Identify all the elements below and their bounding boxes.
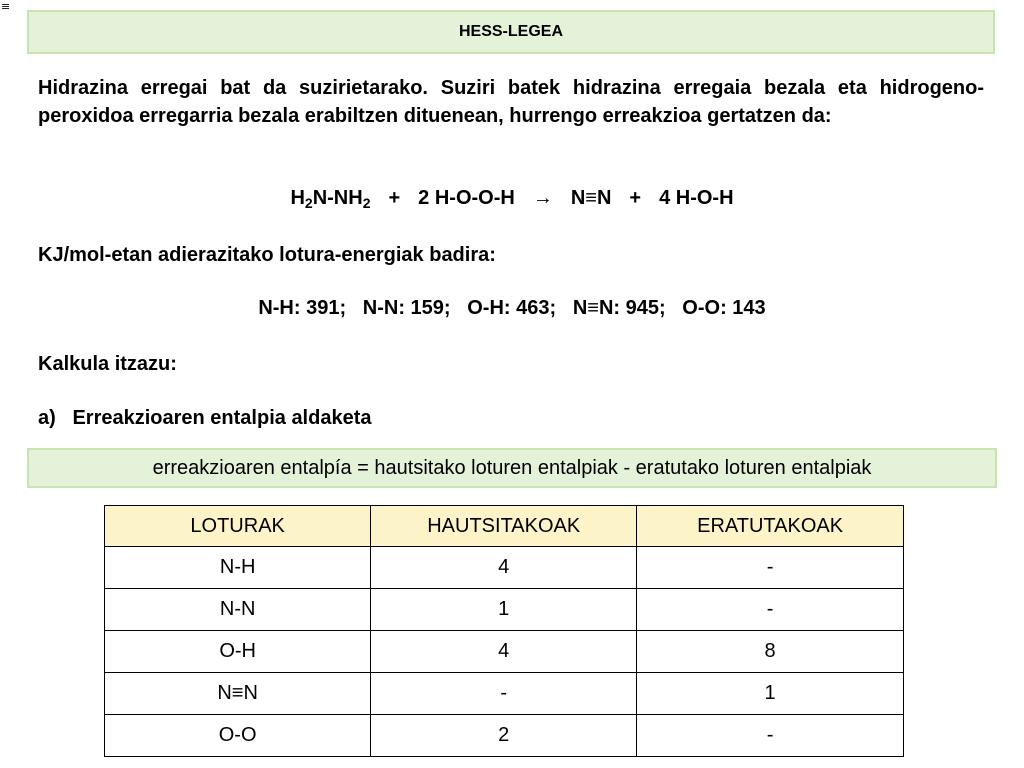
cell-broken: 4 bbox=[371, 547, 637, 589]
cell-broken: 4 bbox=[371, 631, 637, 673]
header-broken: HAUTSITAKOAK bbox=[371, 506, 637, 547]
reactant-hydrazine: $H_2N-NH_2$ bbox=[290, 187, 371, 211]
reactant-peroxide: 2 H-O-O-H bbox=[418, 187, 515, 209]
table-row bbox=[105, 673, 904, 715]
cell-formed: 8 bbox=[637, 631, 904, 673]
bonds-table bbox=[104, 505, 904, 757]
calc-label: Kalkula itzazu: bbox=[38, 353, 177, 375]
bond-energies: N-H: 391; N-N: 159; O-H: 463; N≡N: 945; O-O: 143 bbox=[258, 297, 766, 319]
cell-formed: - bbox=[637, 715, 904, 757]
reaction-arrow: → bbox=[532, 187, 553, 209]
header-bonds: LOTURAK bbox=[105, 506, 371, 547]
product-water: 4 H-O-H bbox=[659, 187, 734, 209]
plus-sign: + bbox=[629, 187, 642, 209]
header-formed: ERATUTAKOAK bbox=[637, 506, 904, 547]
cell-bond: O-O bbox=[105, 715, 371, 757]
energies-intro: KJ/mol-etan adierazitako lotura-energiak badira: bbox=[38, 244, 496, 266]
table-row bbox=[105, 589, 904, 631]
cell-broken: 1 bbox=[371, 589, 637, 631]
plus-sign: + bbox=[388, 187, 401, 209]
cell-broken: - bbox=[371, 673, 637, 715]
product-nitrogen: N≡N bbox=[570, 187, 612, 209]
reaction-equation bbox=[0, 186, 1024, 210]
formula-banner bbox=[27, 448, 997, 488]
page-title: HESS-LEGEA bbox=[458, 23, 563, 40]
table-header-row bbox=[105, 506, 904, 547]
cell-formed: - bbox=[637, 589, 904, 631]
cell-bond: N≡N bbox=[105, 673, 371, 715]
question-a: a) Erreakzioaren entalpia aldaketa bbox=[38, 407, 372, 429]
cell-bond: N-N bbox=[105, 589, 371, 631]
intro-paragraph: Hidrazina erregai bat da suzirietarako. Suziri batek hidrazina erregaia bezala eta hidrogeno-peroxidoa erregarria bezala erabiltzen dituenean, hurrengo erreakzioa gertatzen da: bbox=[38, 77, 984, 127]
enthalpy-formula: erreakzioaren entalpía = hautsitako loturen entalpiak - eratutako loturen entalpiak bbox=[152, 456, 872, 479]
table-row bbox=[105, 547, 904, 589]
menu-icon[interactable]: ≡ bbox=[1, 0, 11, 13]
cell-formed: - bbox=[637, 547, 904, 589]
table-row bbox=[105, 715, 904, 757]
cell-broken: 2 bbox=[371, 715, 637, 757]
table-row bbox=[105, 631, 904, 673]
cell-bond: N-H bbox=[105, 547, 371, 589]
title-banner bbox=[27, 10, 995, 54]
cell-formed: 1 bbox=[637, 673, 904, 715]
cell-bond: O-H bbox=[105, 631, 371, 673]
